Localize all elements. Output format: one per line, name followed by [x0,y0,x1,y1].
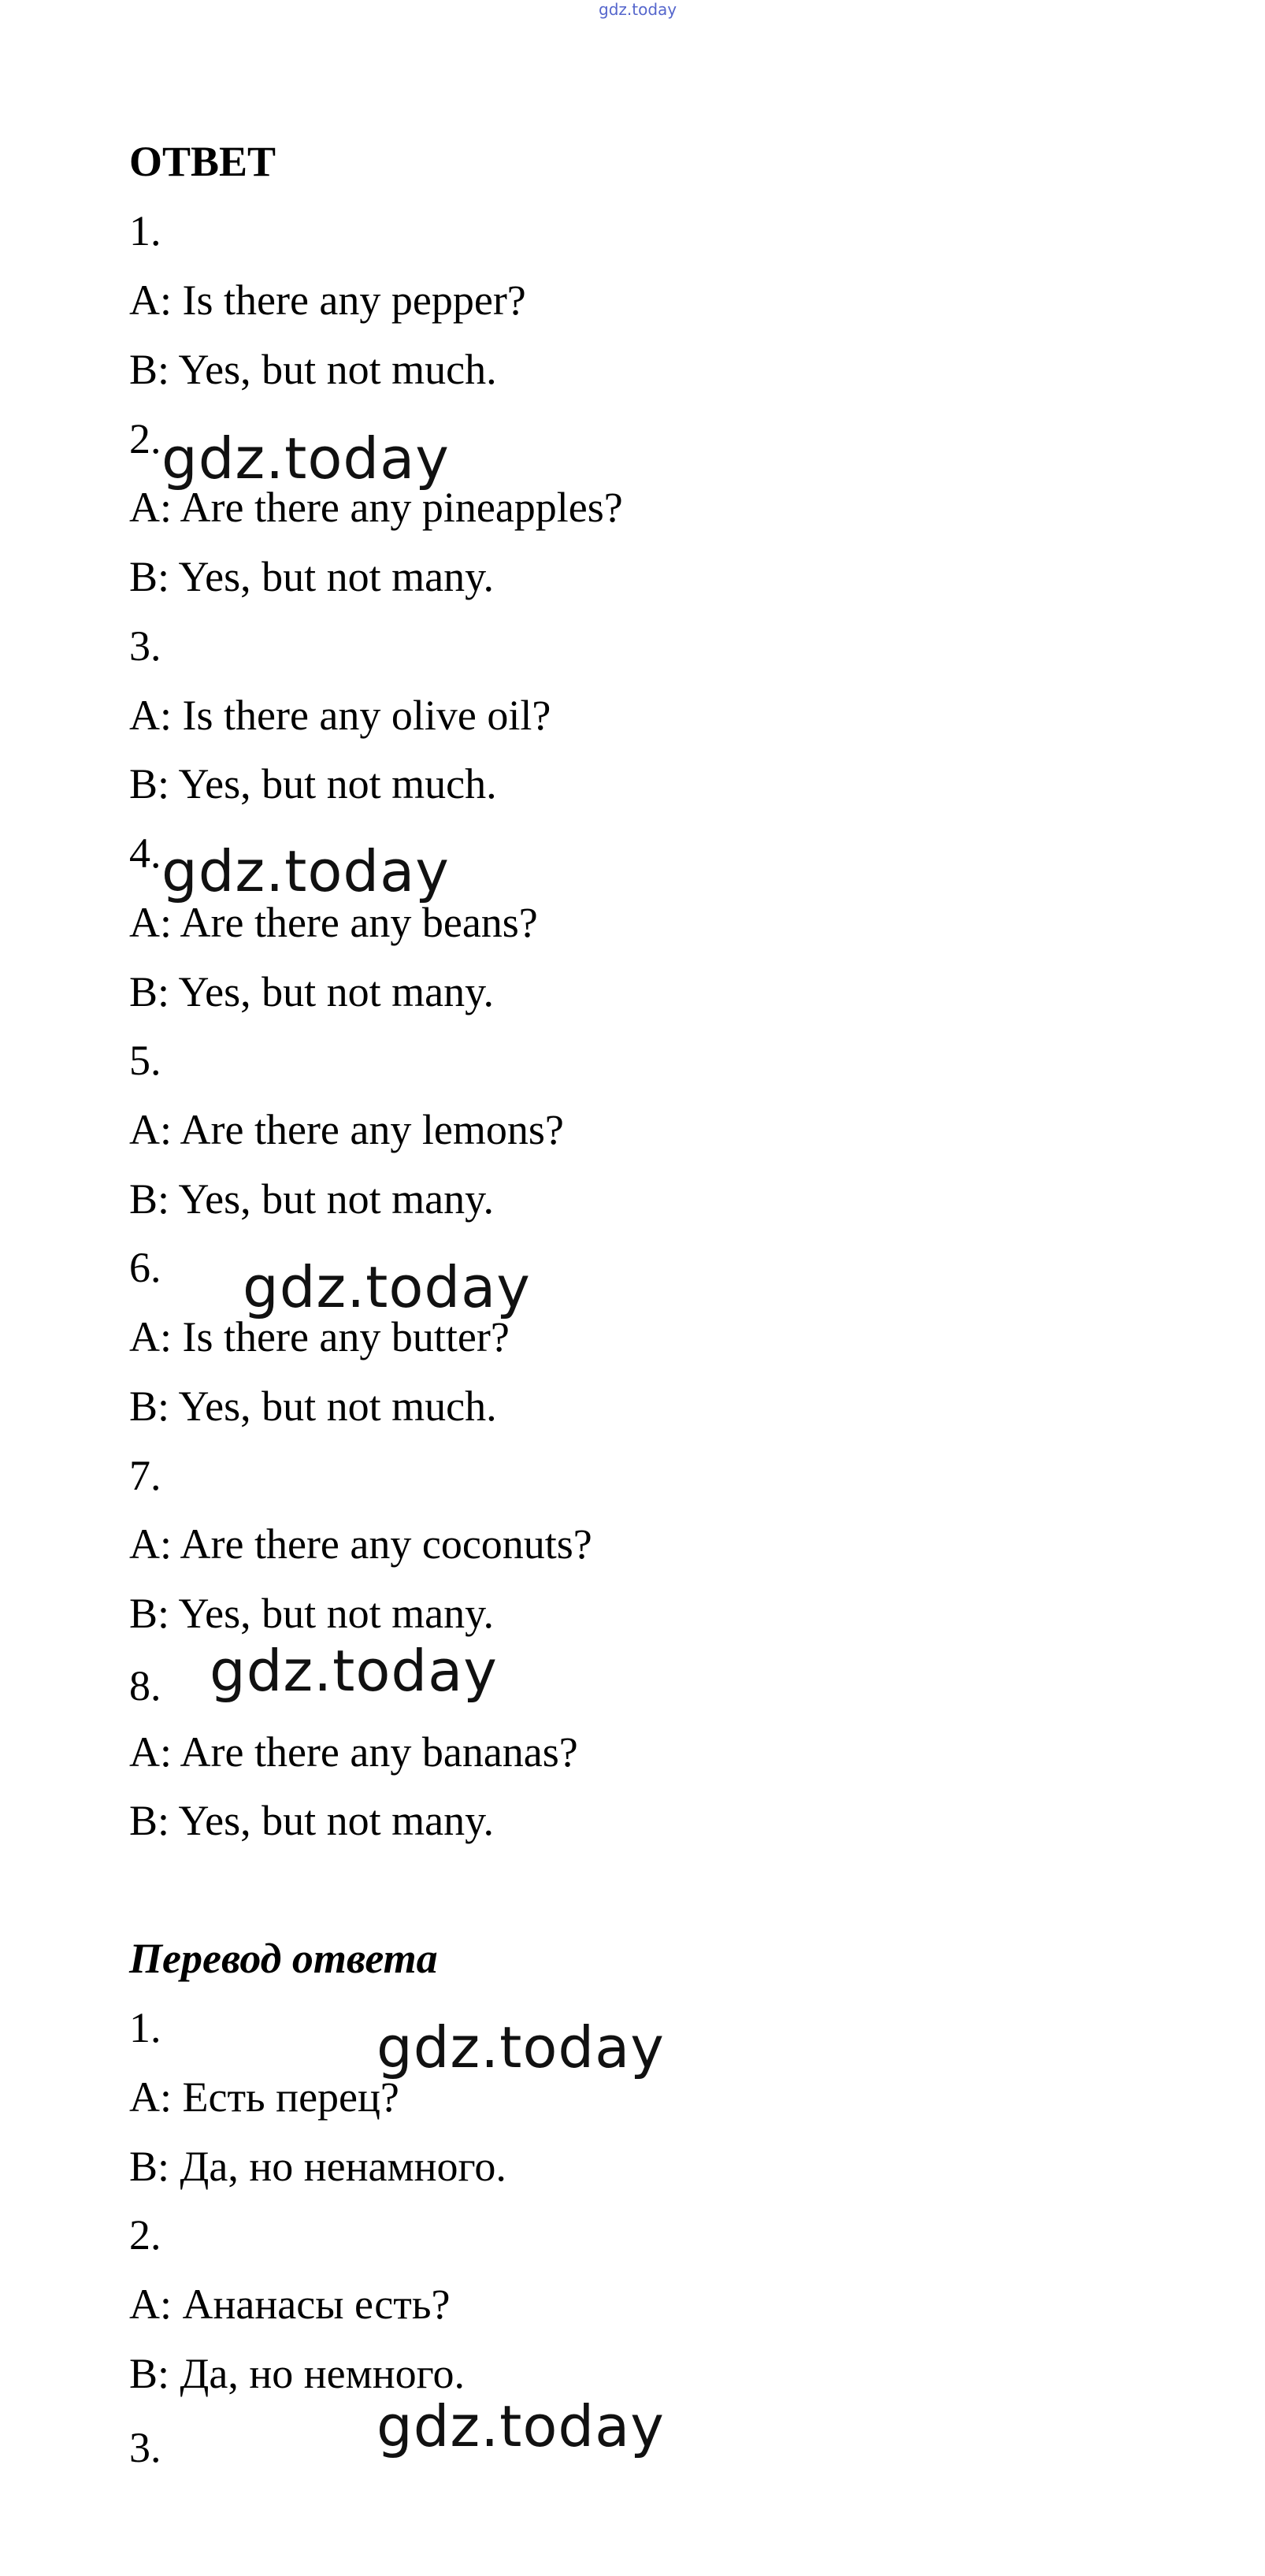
answer-7-number: 7. [129,1452,161,1499]
answer-8-number: 8. [129,1662,161,1709]
answer-7-line-a: A: Are there any coconuts? [129,1520,592,1568]
translation-heading: Перевод ответа [129,1935,438,1982]
answer-5-line-b: B: Yes, but not many. [129,1175,495,1223]
translation-2-number: 2. [129,2211,161,2259]
translation-1-line-b: B: Да, но ненамного. [129,2143,506,2190]
watermark-text: gdz.today [161,838,450,904]
watermark-text: gdz.today [377,2393,665,2459]
answer-6-line-b: B: Yes, but not much. [129,1383,497,1430]
watermark-text: gdz.today [210,1638,498,1704]
answer-5-line-a: A: Are there any lemons? [129,1106,564,1153]
answer-7-line-b: B: Yes, but not many. [129,1590,495,1637]
answer-4-line-a: A: Are there any beans? [129,899,538,946]
header-watermark: gdz.today [599,0,677,19]
answer-4-line-b: B: Yes, but not many. [129,968,495,1015]
answer-2-number: 2. [129,415,161,462]
translation-3-number: 3. [129,2424,161,2471]
answer-2-line-b: B: Yes, but not many. [129,553,495,600]
watermark-text: gdz.today [161,425,450,492]
translation-1-line-a: A: Есть перец? [129,2073,399,2121]
translation-1-number: 1. [129,2004,161,2051]
answer-3-line-b: B: Yes, but not much. [129,760,497,807]
answer-1-line-b: B: Yes, but not much. [129,346,497,393]
answer-4-number: 4. [129,830,161,877]
translation-2-line-b: B: Да, но немного. [129,2350,465,2397]
answer-8-line-b: B: Yes, but not many. [129,1797,495,1844]
watermark-text: gdz.today [377,2014,665,2080]
answer-6-line-a: A: Is there any butter? [129,1313,510,1360]
translation-2-line-a: A: Ананасы есть? [129,2281,451,2328]
answer-1-line-a: A: Is there any pepper? [129,277,526,324]
answer-3-number: 3. [129,622,161,670]
answer-3-line-a: A: Is there any olive oil? [129,692,551,739]
watermark-text: gdz.today [243,1254,531,1320]
answer-heading: ОТВЕТ [129,138,276,185]
answer-2-line-a: A: Are there any pineapples? [129,484,623,531]
answer-6-number: 6. [129,1244,161,1291]
answer-8-line-a: A: Are there any bananas? [129,1728,578,1776]
answer-1-number: 1. [129,207,161,254]
answer-5-number: 5. [129,1037,161,1084]
